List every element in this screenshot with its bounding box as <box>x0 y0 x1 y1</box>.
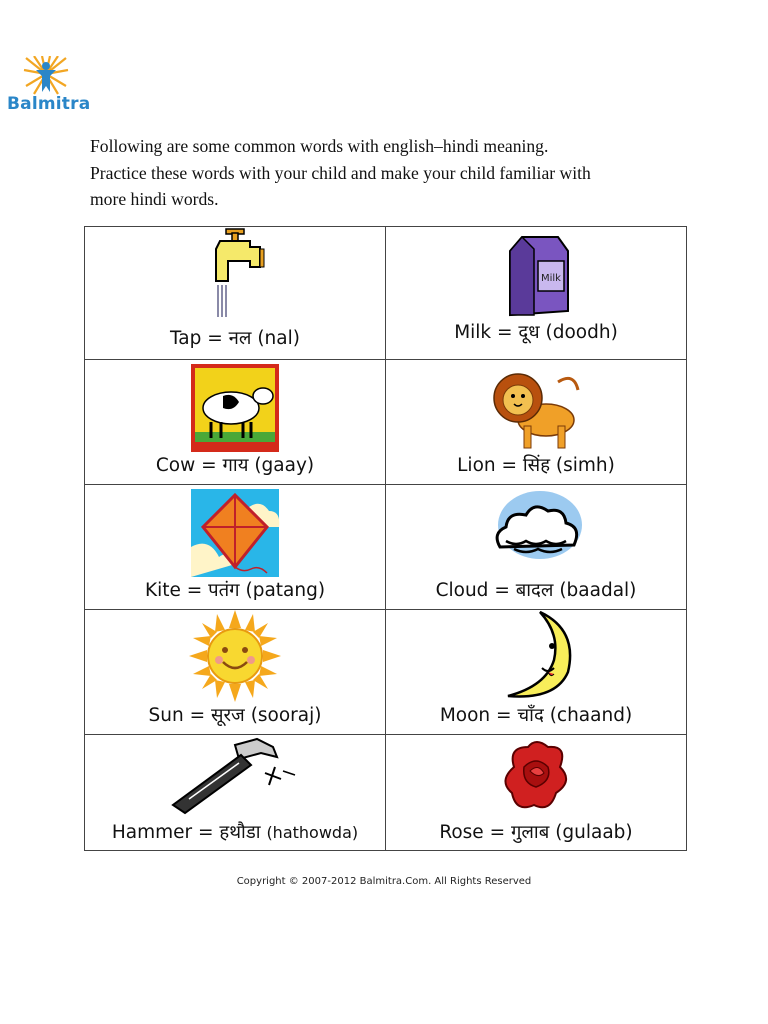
english-word: Rose <box>439 822 484 843</box>
word-cell-cow <box>85 360 386 485</box>
english-word: Cloud <box>435 580 489 601</box>
hindi-word: नल <box>228 328 252 349</box>
table-row <box>85 227 687 360</box>
word-cell-tap <box>85 227 386 360</box>
rose-icon <box>494 737 578 817</box>
table-row <box>85 610 687 735</box>
sun-icon <box>189 610 281 702</box>
word-label: Cloud = बादल (baadal) <box>435 580 637 601</box>
hindi-word: गाय <box>222 455 249 476</box>
vocabulary-table <box>84 226 687 851</box>
english-word: Tap <box>170 328 202 349</box>
word-label: Milk = दूध (doodh) <box>454 322 618 343</box>
transliteration: (gulaab) <box>555 822 633 843</box>
word-label: Kite = पतंग (patang) <box>144 580 326 601</box>
transliteration: (doodh) <box>545 322 618 343</box>
hindi-word: दूध <box>518 322 540 343</box>
word-cell-hammer <box>85 735 386 851</box>
table-row <box>85 485 687 610</box>
cow-icon <box>189 362 281 454</box>
word-label: Hammer = हथौडा (hathowda) <box>111 822 359 843</box>
moon-icon <box>496 610 576 702</box>
english-word: Hammer <box>111 822 193 843</box>
milk-label: Milk <box>541 273 561 284</box>
english-word: Kite <box>144 580 181 601</box>
transliteration: (hathowda) <box>266 823 359 842</box>
brand-name: Balmitra <box>7 94 91 114</box>
hindi-word: सिंह <box>522 455 551 476</box>
lion-icon <box>488 362 584 454</box>
intro-text <box>90 133 690 213</box>
word-label: Cow = गाय (gaay) <box>155 455 315 476</box>
english-word: Cow <box>155 455 196 476</box>
transliteration: (nal) <box>257 328 300 349</box>
hindi-word: बादल <box>515 580 554 601</box>
transliteration: (sooraj) <box>250 705 322 726</box>
transliteration: (patang) <box>245 580 326 601</box>
transliteration: (gaay) <box>254 455 315 476</box>
transliteration: (chaand) <box>549 705 633 726</box>
english-word: Lion <box>457 455 496 476</box>
english-word: Sun <box>148 705 184 726</box>
hindi-word: हथौडा <box>219 822 261 843</box>
hindi-word: गुलाब <box>510 822 550 843</box>
milk-carton-icon <box>496 229 576 319</box>
kite-icon <box>189 487 281 579</box>
table-row <box>85 360 687 485</box>
hindi-word: चाँद <box>517 705 544 726</box>
word-cell-moon <box>386 610 687 735</box>
hammer-icon <box>165 737 305 817</box>
word-cell-cloud <box>386 485 687 610</box>
word-label: Rose = गुलाब (gulaab) <box>439 822 633 843</box>
table-row <box>85 735 687 851</box>
tap-icon <box>190 227 280 319</box>
cloud-icon <box>486 489 586 569</box>
word-label: Sun = सूरज (sooraj) <box>148 705 322 726</box>
word-cell-kite <box>85 485 386 610</box>
word-label: Tap = नल (nal) <box>170 328 300 349</box>
intro-line: more hindi words. <box>90 189 219 209</box>
copyright-footer: Copyright © 2007-2012 Balmitra.Com. All Rights Reserved <box>236 876 532 887</box>
intro-line: Following are some common words with english–hindi meaning. <box>90 136 549 156</box>
word-label: Moon = चाँद (chaand) <box>439 705 633 726</box>
english-word: Milk <box>454 322 492 343</box>
word-cell-milk <box>386 227 687 360</box>
transliteration: (simh) <box>555 455 615 476</box>
hindi-word: पतंग <box>208 580 240 601</box>
intro-line: Practice these words with your child and make your child familiar with <box>90 162 591 183</box>
transliteration: (baadal) <box>559 580 637 601</box>
word-label: Lion = सिंह (simh) <box>457 455 615 476</box>
english-word: Moon <box>439 705 491 726</box>
hindi-word: सूरज <box>210 705 245 726</box>
sunburst-person-icon <box>6 56 86 96</box>
word-cell-lion <box>386 360 687 485</box>
word-cell-rose <box>386 735 687 851</box>
word-cell-sun <box>85 610 386 735</box>
